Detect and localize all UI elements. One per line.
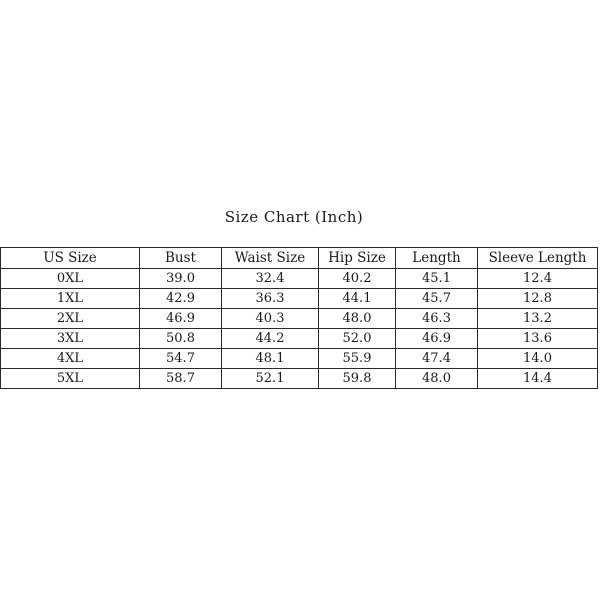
table-cell: 13.6	[478, 329, 598, 349]
table-row	[1, 269, 598, 289]
table-cell: 12.8	[478, 289, 598, 309]
table-cell: 55.9	[319, 349, 396, 369]
table-header-row	[1, 248, 598, 269]
table-cell: 39.0	[140, 269, 222, 289]
header-sleeve-length: Sleeve Length	[478, 248, 598, 269]
header-hip-size: Hip Size	[319, 248, 396, 269]
table-cell: 42.9	[140, 289, 222, 309]
table-cell: 3XL	[1, 329, 140, 349]
table-cell: 58.7	[140, 369, 222, 389]
table-row	[1, 349, 598, 369]
table-cell: 59.8	[319, 369, 396, 389]
table-cell: 50.8	[140, 329, 222, 349]
table-cell: 48.0	[396, 369, 478, 389]
table-row	[1, 369, 598, 389]
table-row	[1, 309, 598, 329]
table-cell: 1XL	[1, 289, 140, 309]
table-cell: 44.2	[222, 329, 319, 349]
table-cell: 52.0	[319, 329, 396, 349]
table-cell: 40.2	[319, 269, 396, 289]
table-cell: 47.4	[396, 349, 478, 369]
table-cell: 48.1	[222, 349, 319, 369]
header-waist-size: Waist Size	[222, 248, 319, 269]
table-cell: 54.7	[140, 349, 222, 369]
table-cell: 48.0	[319, 309, 396, 329]
table-row	[1, 289, 598, 309]
table-cell: 14.4	[478, 369, 598, 389]
table-cell: 0XL	[1, 269, 140, 289]
table-cell: 36.3	[222, 289, 319, 309]
table-cell: 32.4	[222, 269, 319, 289]
table-cell: 46.9	[396, 329, 478, 349]
table-cell: 40.3	[222, 309, 319, 329]
table-cell: 52.1	[222, 369, 319, 389]
table-cell: 45.1	[396, 269, 478, 289]
table-cell: 2XL	[1, 309, 140, 329]
table-cell: 45.7	[396, 289, 478, 309]
header-length: Length	[396, 248, 478, 269]
size-chart-title: Size Chart (Inch)	[224, 208, 364, 226]
table-cell: 12.4	[478, 269, 598, 289]
size-chart-table	[0, 247, 598, 389]
table-cell: 46.9	[140, 309, 222, 329]
header-bust: Bust	[140, 248, 222, 269]
table-cell: 14.0	[478, 349, 598, 369]
table-row	[1, 329, 598, 349]
table-cell: 13.2	[478, 309, 598, 329]
table-cell: 5XL	[1, 369, 140, 389]
header-us-size: US Size	[1, 248, 140, 269]
table-cell: 46.3	[396, 309, 478, 329]
table-cell: 44.1	[319, 289, 396, 309]
table-cell: 4XL	[1, 349, 140, 369]
